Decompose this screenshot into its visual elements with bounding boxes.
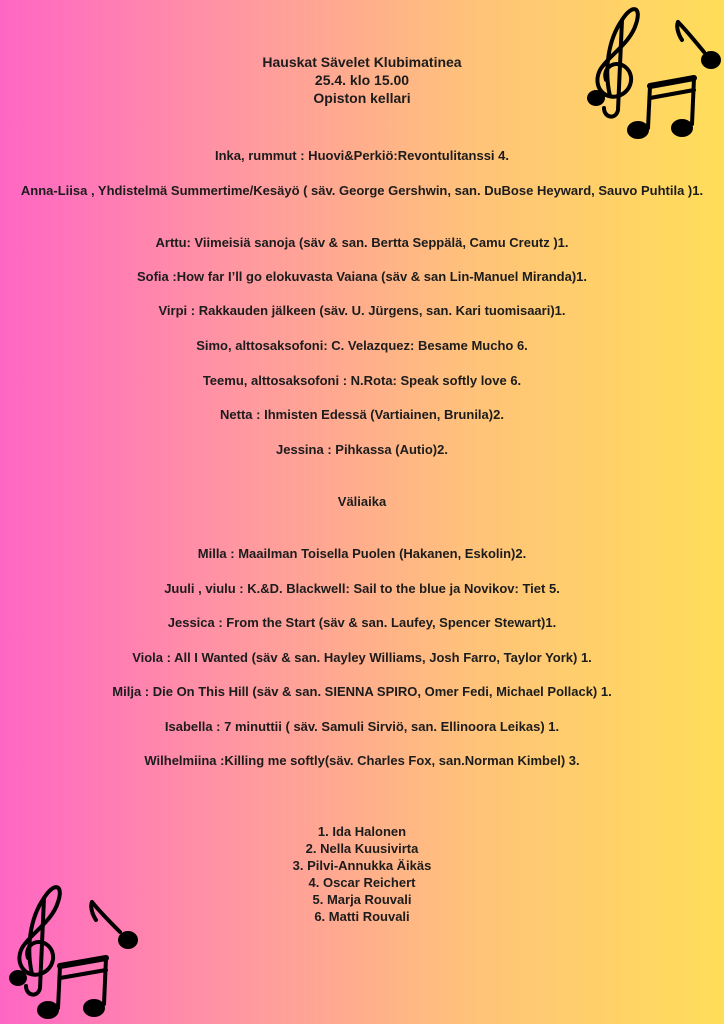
program-item: Teemu, alttosaksofoni : N.Rota: Speak softly love 6. bbox=[202, 373, 522, 388]
music-notes-icon bbox=[578, 0, 724, 145]
teacher-item: 2. Nella Kuusivirta bbox=[305, 841, 419, 856]
program-item: Viola : All I Wanted (säv & san. Hayley Williams, Josh Farro, Taylor York) 1. bbox=[132, 650, 592, 665]
program-item: Arttu: Viimeisiä sanoja (säv & san. Bertta Seppälä, Camu Creutz )1. bbox=[155, 235, 569, 250]
program-item: Isabella : 7 minuttii ( säv. Samuli Sirviö, san. Ellinoora Leikas) 1. bbox=[164, 719, 560, 734]
program-item: Juuli , viulu : K.&D. Blackwell: Sail to the blue ja Novikov: Tiet 5. bbox=[164, 581, 560, 596]
program-item: Jessina : Pihkassa (Autio)2. bbox=[276, 442, 448, 457]
program-item: Virpi : Rakkauden jälkeen (säv. U. Jürgens, san. Kari tuomisaari)1. bbox=[158, 303, 566, 318]
program-item: Milja : Die On This Hill (säv & san. SIENNA SPIRO, Omer Fedi, Michael Pollack) 1. bbox=[112, 684, 612, 699]
program-item: Inka, rummut : Huovi&Perkiö:Revontulitanssi 4. bbox=[215, 148, 509, 163]
program-item: Sofia :How far I’ll go elokuvasta Vaiana (säv & san Lin-Manuel Miranda)1. bbox=[136, 269, 588, 284]
event-title: Hauskat Sävelet Klubimatinea bbox=[262, 54, 462, 70]
event-datetime: 25.4. klo 15.00 bbox=[314, 72, 410, 88]
event-venue: Opiston kellari bbox=[313, 90, 411, 106]
program-item: Netta : Ihmisten Edessä (Vartiainen, Brunila)2. bbox=[220, 407, 504, 422]
teacher-item: 1. Ida Halonen bbox=[317, 824, 407, 839]
teacher-item: 6. Matti Rouvali bbox=[314, 909, 410, 924]
intermission-label: Väliaika bbox=[337, 494, 387, 509]
program-item: Jessica : From the Start (säv & san. Laufey, Spencer Stewart)1. bbox=[167, 615, 557, 630]
teacher-item: 5. Marja Rouvali bbox=[312, 892, 412, 907]
program-item: Simo, alttosaksofoni: C. Velazquez: Besame Mucho 6. bbox=[196, 338, 528, 353]
teacher-item: 3. Pilvi-Annukka Äikäs bbox=[292, 858, 432, 873]
teacher-item: 4. Oscar Reichert bbox=[308, 875, 416, 890]
program-item: Wilhelmiina :Killing me softly(säv. Charles Fox, san.Norman Kimbel) 3. bbox=[144, 753, 580, 768]
music-notes-icon bbox=[0, 878, 146, 1024]
program-item: Milla : Maailman Toisella Puolen (Hakanen, Eskolin)2. bbox=[197, 546, 527, 561]
program-item: Anna-Liisa , Yhdistelmä Summertime/Kesäyö ( säv. George Gershwin, san. DuBose Heyward, Sauvo Puhtila )1. bbox=[20, 183, 704, 198]
